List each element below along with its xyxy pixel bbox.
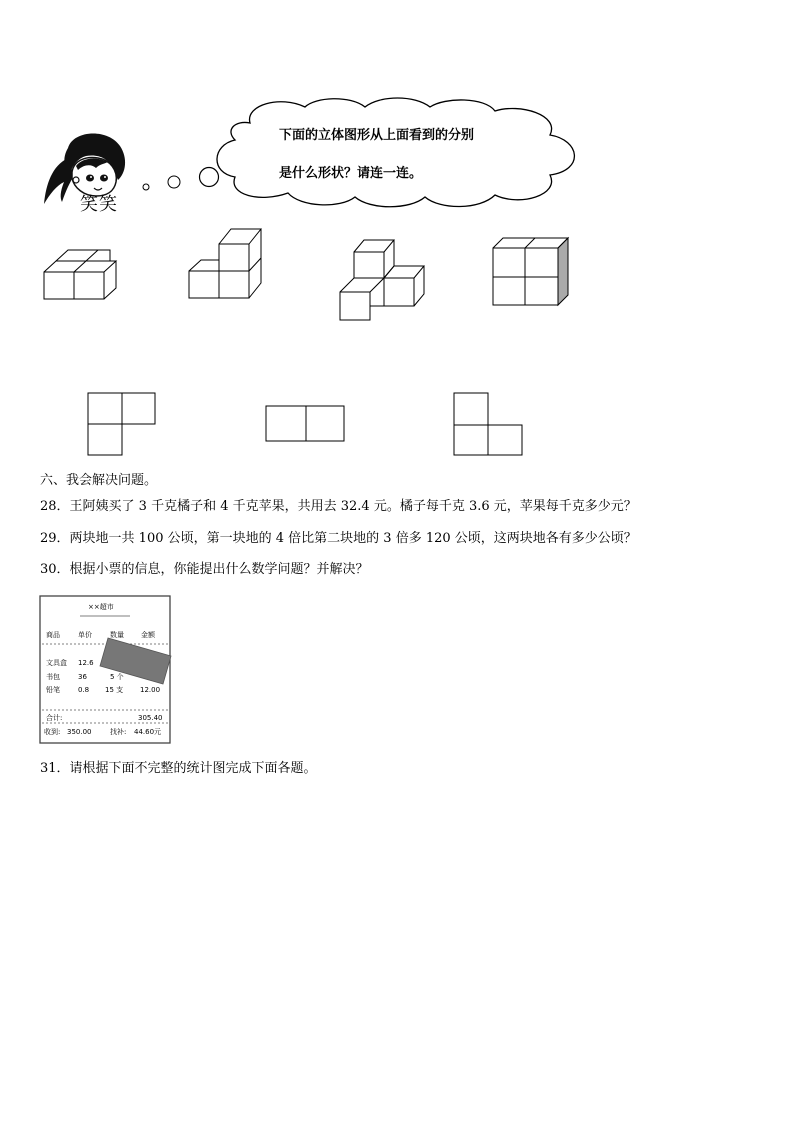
receipt-header-price: 单价 [78, 631, 92, 639]
solid-figure-3 [335, 232, 430, 327]
section-heading: 六、我会解决问题。 [40, 473, 158, 488]
receipt-header-qty: 数量 [110, 631, 124, 639]
receipt-header-item: 商品 [46, 631, 60, 639]
receipt [38, 594, 173, 746]
question-number: 29． [40, 531, 70, 546]
receipt-row-price: 0.8 [78, 686, 90, 694]
receipt-row-price: 36 [78, 673, 87, 681]
question-number: 31． [40, 761, 70, 776]
receipt-header-amount: 金额 [141, 631, 155, 639]
question-30 [40, 562, 369, 578]
top-view-shape-3 [452, 391, 527, 458]
question-number: 28． [40, 499, 70, 514]
question-text: 王阿姨买了 3 千克橘子和 4 千克苹果，共用去 32.4 元。橘子每千克 3.6 元，苹果每千克多少元？ [69, 499, 637, 514]
receipt-store-name: ××超市 [88, 603, 114, 611]
speech-line-2: 是什么形状？请连一连。 [279, 166, 423, 181]
solid-figure-4 [488, 232, 573, 310]
receipt-row-item: 书包 [46, 673, 60, 681]
question-text: 两块地一共 100 公顷，第一块地的 4 倍比第二块地的 3 倍多 120 公顷，这两块地各有多少公顷？ [69, 531, 637, 546]
question-number: 30． [40, 562, 70, 577]
receipt-row-item: 铅笔 [46, 686, 60, 694]
receipt-row-amount: 12.00 [140, 686, 161, 694]
receipt-received-value: 350.00 [67, 728, 92, 736]
receipt-received-label: 收到: [44, 728, 61, 736]
receipt-row-qty: 15 支 [105, 686, 124, 694]
solid-figure-1 [40, 245, 125, 305]
question-28 [40, 499, 637, 515]
question-text: 请根据下面不完整的统计图完成下面各题。 [69, 761, 317, 776]
receipt-row-qty: 5 个 [110, 673, 124, 681]
receipt-change-value: 44.60元 [134, 728, 162, 736]
top-view-shape-2 [264, 404, 348, 444]
thought-bubble [140, 95, 585, 210]
receipt-total-label: 合计: [46, 714, 63, 722]
receipt-row-price: 12.6 [78, 659, 94, 667]
question-31 [40, 761, 317, 777]
question-text: 根据小票的信息，你能提出什么数学问题？并解决？ [69, 562, 369, 577]
receipt-change-label: 找补: [110, 728, 127, 736]
top-view-shape-1 [86, 391, 158, 458]
speech-line-1: 下面的立体图形从上面看到的分别 [279, 128, 475, 143]
solid-figure-2 [185, 225, 265, 303]
receipt-total-value: 305.40 [138, 714, 163, 722]
question-29 [40, 531, 637, 547]
receipt-row-item: 文具盒 [46, 659, 67, 667]
girl-name-label: 笑笑 [80, 194, 118, 215]
